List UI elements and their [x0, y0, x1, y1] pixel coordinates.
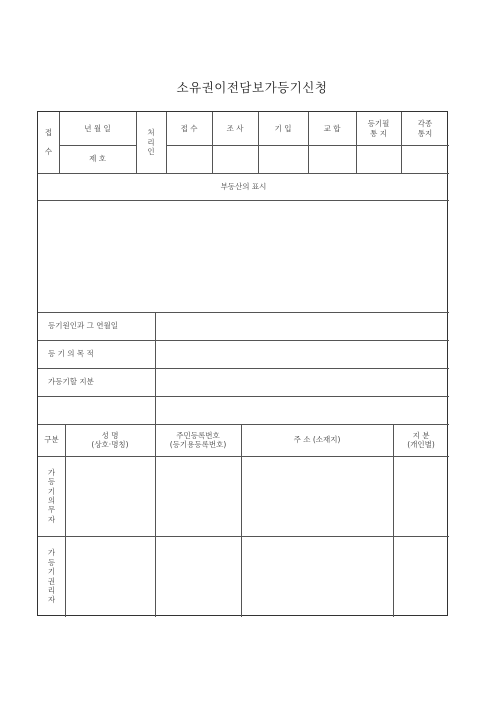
share-label: 가등기할 지분 — [48, 377, 94, 387]
right-holder-label: 가 등 기 권 리 자 — [47, 548, 56, 605]
gubun-header: 구분 — [44, 435, 59, 445]
name-header: 성 명 (상호·명칭) — [91, 430, 129, 449]
address-header: 주 소 (소재지) — [293, 435, 341, 445]
date-label: 년 월 일 — [84, 123, 111, 133]
reception-label: 접 수 — [44, 128, 53, 157]
form-title: 소유권이전담보가등기신청 — [176, 80, 328, 95]
purpose-label: 등 기 의 목 적 — [48, 349, 94, 359]
obligor-label: 가 등 기 의 무 자 — [47, 467, 56, 524]
property-label: 부동산의 표시 — [220, 181, 267, 191]
col-completion-notice: 등기필 통 지 — [367, 119, 390, 138]
col-verification: 교 합 — [323, 123, 341, 133]
col-various-notice: 각종 통지 — [417, 119, 433, 138]
col-entry: 기 입 — [274, 123, 292, 133]
cause-label: 등기원인과 그 연월일 — [48, 321, 118, 331]
number-label: 제 호 — [89, 154, 106, 164]
col-investigation: 조 사 — [226, 123, 244, 133]
processor-label: 처 리 인 — [147, 128, 155, 157]
id-number-header: 주민등록번호 (등기용등록번호) — [169, 430, 227, 449]
share-header: 지 분 (개인별) — [407, 430, 435, 449]
registration-form — [37, 111, 448, 616]
col-reception: 접 수 — [180, 123, 198, 133]
